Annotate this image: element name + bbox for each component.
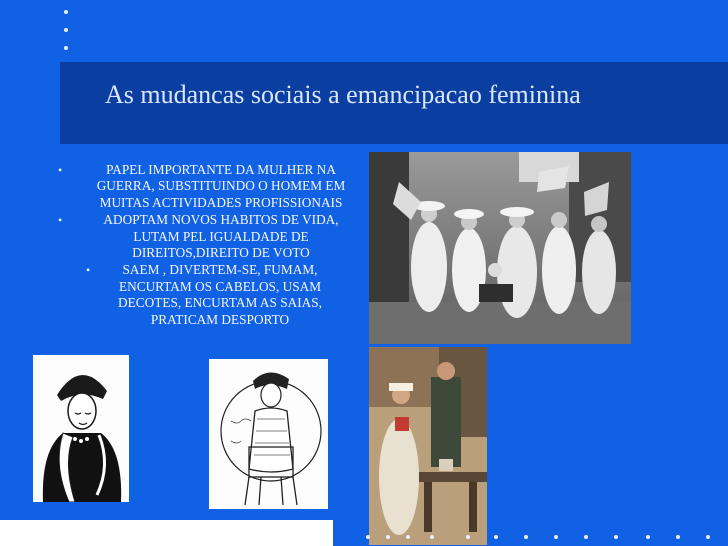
decorative-dot — [64, 28, 68, 32]
decorative-dot — [676, 535, 680, 539]
bullet-marker: • — [58, 163, 63, 177]
decorative-dot — [64, 46, 68, 50]
chair-woman-sketch-illustration — [209, 359, 328, 509]
decorative-dot — [64, 10, 68, 14]
decorative-dot — [386, 535, 390, 539]
1920s-woman-hat-sketch — [33, 355, 129, 502]
wartime-nurse-painting — [369, 347, 487, 545]
bullet-marker: • — [58, 213, 63, 228]
bullet-item — [58, 262, 358, 328]
bullet-item — [58, 162, 358, 211]
hat-woman-sketch-illustration — [33, 355, 129, 502]
suffragette-march-photo — [369, 152, 631, 344]
decorative-dot — [466, 535, 470, 539]
slide-title: As mudancas sociais a emancipacao feminina — [105, 80, 581, 109]
bullet-text: PAPEL IMPORTANTE DA MULHER NA GUERRA, SUBSTITUINDO O HOMEM EM MUITAS ACTIVIDADES PROFISSIONAIS — [96, 162, 346, 210]
decorative-dot — [494, 535, 498, 539]
decorative-dot — [584, 535, 588, 539]
nurse-painting-illustration — [369, 347, 487, 545]
1920s-woman-chair-sketch — [209, 359, 328, 509]
bullet-text: ADOPTAM NOVOS HABITOS DE VIDA, LUTAM PEL IGUALDADE DE DIREITOS,DIREITO DE VOTO — [103, 212, 339, 261]
decorative-dot — [430, 535, 434, 539]
decorative-dot — [646, 535, 650, 539]
decorative-dot — [706, 535, 710, 539]
decorative-dot — [406, 535, 410, 539]
decorative-dot — [554, 535, 558, 539]
slide-footer-strip — [0, 520, 333, 546]
decorative-dot — [614, 535, 618, 539]
bullet-item — [58, 212, 358, 261]
decorative-dot — [524, 535, 528, 539]
march-photo-illustration — [369, 152, 631, 344]
bullet-list — [58, 162, 358, 329]
bullet-marker: • — [86, 263, 91, 278]
bullet-text: SAEM , DIVERTEM-SE, FUMAM, ENCURTAM OS CABELOS, USAM DECOTES, ENCURTAM AS SAIAS, PRATICAM DESPORTO — [118, 262, 322, 327]
decorative-dot — [366, 535, 370, 539]
